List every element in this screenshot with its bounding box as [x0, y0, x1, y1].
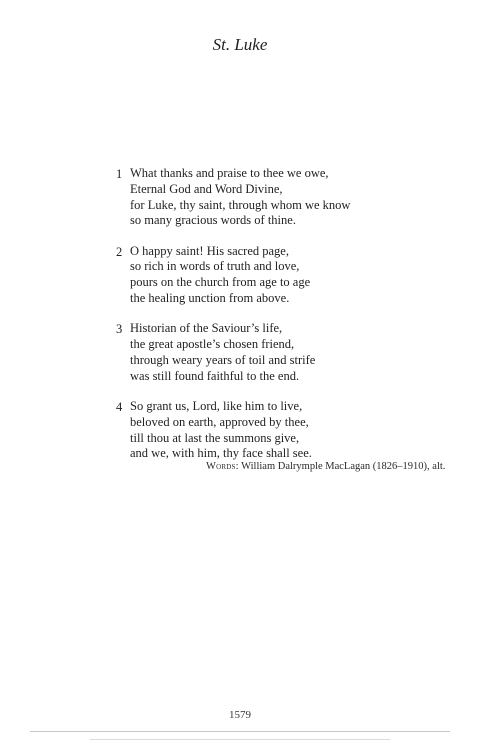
page-edge-line: [30, 731, 450, 732]
stanza-lines: [130, 399, 436, 462]
stanza-lines: [130, 166, 436, 229]
stanza-number: 2: [116, 244, 123, 259]
hymn-text: [116, 166, 436, 477]
stanza: [116, 399, 436, 462]
hymn-line: through weary years of toil and strife: [130, 352, 316, 367]
hymn-line: So grant us, Lord, like him to live,: [130, 399, 303, 414]
page-title: St. Luke: [212, 35, 268, 54]
hymn-line: and we, with him, thy face shall see.: [130, 446, 312, 461]
hymn-line: beloved on earth, approved by thee,: [130, 414, 309, 429]
hymn-line: O happy saint! His sacred page,: [130, 243, 289, 258]
stanza-number: 3: [116, 322, 123, 337]
stanza: [116, 321, 436, 384]
stanza-number: 1: [116, 167, 123, 181]
stanza-lines: [130, 244, 436, 307]
hymn-line: for Luke, thy saint, through whom we know: [130, 197, 351, 212]
hymn-line: was still found faithful to the end.: [130, 368, 300, 383]
hymn-line: What thanks and praise to thee we owe,: [130, 166, 329, 180]
stanza-lines: [130, 321, 436, 384]
hymn-line: pours on the church from age to age: [130, 275, 311, 290]
hymn-line: till thou at last the summons give,: [130, 430, 300, 445]
hymn-line: so rich in words of truth and love,: [130, 259, 300, 274]
page-number: 1579: [229, 709, 251, 721]
hymn-line: Historian of the Saviour’s life,: [130, 321, 283, 336]
attribution-text: William Dalrymple MacLagan (1826–1910), alt.: [241, 461, 446, 472]
stanza: [116, 166, 436, 229]
attribution: [206, 461, 466, 472]
hymn-line: so many gracious words of thine.: [130, 213, 296, 228]
attribution-label: Words:: [206, 461, 239, 472]
hymn-line: the great apostle’s chosen friend,: [130, 337, 295, 352]
stanza-number: 4: [116, 400, 123, 415]
page-edge-line: [90, 739, 390, 740]
hymn-line: Eternal God and Word Divine,: [130, 181, 283, 196]
hymn-line: the healing unction from above.: [130, 291, 290, 306]
stanza: [116, 244, 436, 307]
